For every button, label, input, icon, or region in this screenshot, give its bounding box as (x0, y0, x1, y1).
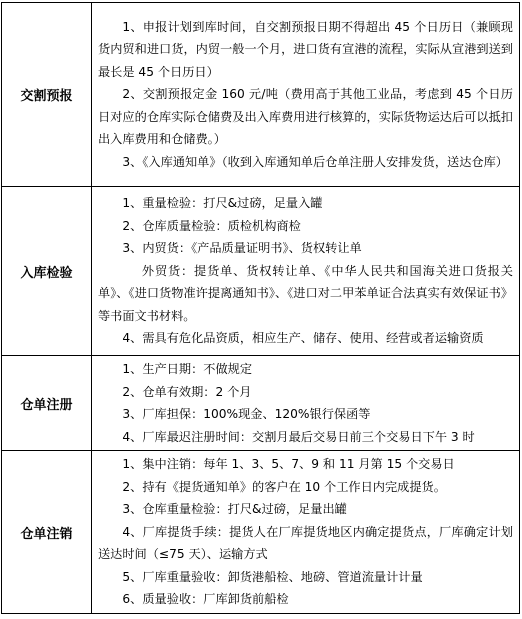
row-content (92, 451, 520, 614)
list-item: 1、申报计划到库时间，自交割预报日期不得超出 45 个日历日（兼顾现货内贸和进口货，内贸一般一个月，进口货有宣港的流程，实际从宣港到送到最长是 45 个日历日） (98, 19, 513, 79)
delivery-rules-table (1, 2, 520, 614)
list-item: 1、集中注销：每年 1、3、5、7、9 和 11 月第 15 个交易日 (122, 457, 455, 472)
list-item: 3、内贸货：《产品质量证明书》、货权转让单 (122, 241, 362, 256)
table-row-warehouse-inspection (2, 187, 520, 356)
list-item: 4、需具有危化品资质，相应生产、储存、使用、经营或者运输资质 (122, 331, 484, 346)
list-item: 3、厂库担保：100%现金、120%银行保函等 (122, 407, 371, 421)
list-item: 1、生产日期：不做规定 (122, 362, 253, 376)
row-content (92, 187, 520, 356)
table-row-receipt-cancellation (2, 451, 520, 614)
list-item: 2、交割预报定金 160 元/吨（费用高于其他工业品，考虑到 45 个日历日对应的仓库实际仓储费及出入库费用进行核算的，实际货物运达后可以抵扣出入库费用和仓储费。） (98, 87, 513, 147)
row-title: 入库检验 (2, 187, 92, 356)
list-item: 外贸货：提货单、货权转让单、《中华人民共和国海关进口货报关单》、《进口货物准许提离通知书》、《进口对二甲苯单证合法真实有效保证书》等书面文书材料。 (98, 263, 513, 323)
list-item: 4、厂库最迟注册时间：交割月最后交易日前三个交易日下午 3 时 (122, 429, 475, 444)
list-item: 5、厂库重量验收：卸货港船检、地磅、管道流量计计量 (122, 569, 423, 584)
table-row-delivery-forecast (2, 3, 520, 187)
row-content (92, 3, 520, 187)
list-item: 3、《入库通知单》（收到入库通知单后仓单注册人安排发货，送达仓库） (122, 154, 508, 169)
row-title: 仓单注销 (2, 451, 92, 614)
row-content (92, 356, 520, 451)
table-row-receipt-registration (2, 356, 520, 451)
list-item: 6、质量验收：厂库卸货前船检 (122, 592, 289, 607)
row-title: 仓单注册 (2, 356, 92, 451)
list-item: 2、持有《提货通知单》的客户在 10 个工作日内完成提货。 (122, 479, 446, 494)
list-item: 1、重量检验：打尺&过磅，足量入罐 (122, 196, 323, 211)
row-title: 交割预报 (2, 3, 92, 187)
list-item: 4、厂库提货手续：提货人在厂库提货地区内确定提货点，厂库确定计划送达时间（≤75 天）、运输方式 (98, 524, 513, 562)
list-item: 2、仓单有效期：2 个月 (122, 384, 252, 399)
list-item: 3、仓库重量检验：打尺&过磅，足量出罐 (122, 502, 347, 517)
list-item: 2、仓库质量检验：质检机构商检 (122, 218, 301, 233)
